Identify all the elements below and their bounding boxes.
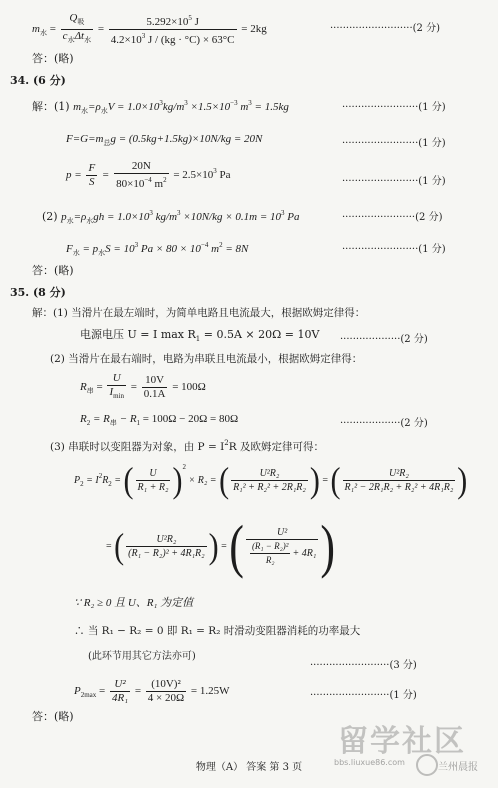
q35-because: ∵ R₂ ≥ 0 且 U、R₁ 为定值 xyxy=(74,597,194,609)
q34-line2: $F=G=m_总g = (0.5kg+1.5kg)\times 10N/kg = 20N$ xyxy=(66,133,263,147)
page-footer: 物理（A） 答案 第 3 页 xyxy=(195,762,303,773)
q35-part2: (2) 当滑片在最右端时，电路为串联且电流最小，根据欧姆定律得： xyxy=(50,353,363,365)
q35-title: 35. (8 分) xyxy=(10,286,66,299)
q33-points: ··························(2 分) xyxy=(330,23,440,34)
q35-pmax: $P_{2max}$ = $\frac{\text{U²}}{\text{4R₁}}$ = $\frac{\text{(10V)²}}{4 \times 20\Omega}$ = 1.25W xyxy=(74,678,230,704)
watermark xyxy=(334,720,484,780)
q34-points5: ························(1 分) xyxy=(342,244,446,255)
q34-answer: 答：(略) xyxy=(32,264,74,277)
q34-title: 34. (6 分) xyxy=(10,74,66,87)
q35-power-eq2: = ( $\frac{\text{U²R₂}}{\text{(R₁ − R₂)² + 4R₁R₂}}$ ) = ( U² $\frac{\text{(R₁ − R₂)²}}{\text{R₂}}$ + 4R₁ ) xyxy=(106,512,335,579)
q34-points1: ························(1 分) xyxy=(342,102,446,113)
q33-formula: $m_水$ = $\frac{Q_吸}{c_水\Delta t_水}$ = $\frac{5.292\times 10^5 J}{4.2\times 10^3 J / (kg \cdot ^\circ C) \times 63^\circ C}$ = 2kg xyxy=(32,12,267,46)
q34-line3: p = $\frac{F}{S}$ = $\frac{20N}{80\times 10^{-4} m^2}$ = $2.5\times 10^3$ Pa xyxy=(66,160,231,190)
q35-part1-eq: 电源电压 U = I $\max R_1 = 0.5A \times 20\Omega = 10V$ xyxy=(80,328,320,343)
q35-points1: ···················(2 分) xyxy=(340,334,428,345)
watermark-text: 留学社区 xyxy=(338,724,466,759)
q35-points4: ·························(1 分) xyxy=(310,690,417,701)
q35-note: (此环节用其它方法亦可) xyxy=(88,651,196,662)
q35-power-eq1: $P_2 = I^2R_2$ = ( $\frac{U}{\text{R₁ + R₂}}$ )$^2$ × R₂ = ( $\frac{\text{U²R₂}}{\text{R₁² + R₂² + 2R₁R₂}}$ ) = ( $\frac{\text{U²R₂}}{\text{R₁² − 2R₁R₂ + R₂² + 4R₁R₂}}$ ) xyxy=(74,460,468,500)
q34-line1: 解：(1) $m_水=\rho_水V = 1.0\times 10^3kg/m^3 \times 1.5\times 10^{-3}$ $m^3 = 1.5kg$ xyxy=(32,99,289,115)
q34-points3: ························(1 分) xyxy=(342,176,446,187)
watermark-name: 兰州晨报 xyxy=(438,762,478,773)
q35-answer: 答：(略) xyxy=(32,710,74,723)
q35-points2: ···················(2 分) xyxy=(340,418,428,429)
watermark-url: bbs.liuxue86.com xyxy=(334,758,405,767)
q35-therefore: ∴ 当 R₁ − R₂ = 0 即 R₁ = R₂ 时滑动变阻器消耗的功率最大 xyxy=(74,625,361,637)
q35-points3: ·························(3 分) xyxy=(310,660,417,671)
q35-r-series: $R_串$ = $\frac{U}{I_{min}}$ = $\frac{10V}{0.1A}$ = 100Ω xyxy=(80,372,206,400)
q35-r2: $R_2 = R_串 - R_1 = 100\Omega - 20\Omega = 80\Omega$ xyxy=(80,413,239,427)
q33-answer: 答：(略) xyxy=(32,52,74,65)
q35-part3: (3) 串联时以变阻器为对象，由 $P = I^2R$ 及欧姆定律可得： xyxy=(50,439,324,453)
q34-line4: (2) $p_水=\rho_水gh = 1.0\times 10^3$ $kg/m^3 \times 10N/kg \times 0.1m = 10^3$ Pa xyxy=(42,209,300,225)
q35-part1: 解：(1) 当滑片在最左端时，为简单电路且电流最大，根据欧姆定律得： xyxy=(32,307,366,319)
newspaper-logo-icon xyxy=(416,754,438,776)
q34-line5: $F_水 = p_水S = 10^3$ $Pa \times 80 \times 10^{-4}$ $m^2 = 8N$ xyxy=(66,241,249,257)
q34-points4: ·······················(2 分) xyxy=(342,212,443,223)
q34-points2: ························(1 分) xyxy=(342,138,446,149)
